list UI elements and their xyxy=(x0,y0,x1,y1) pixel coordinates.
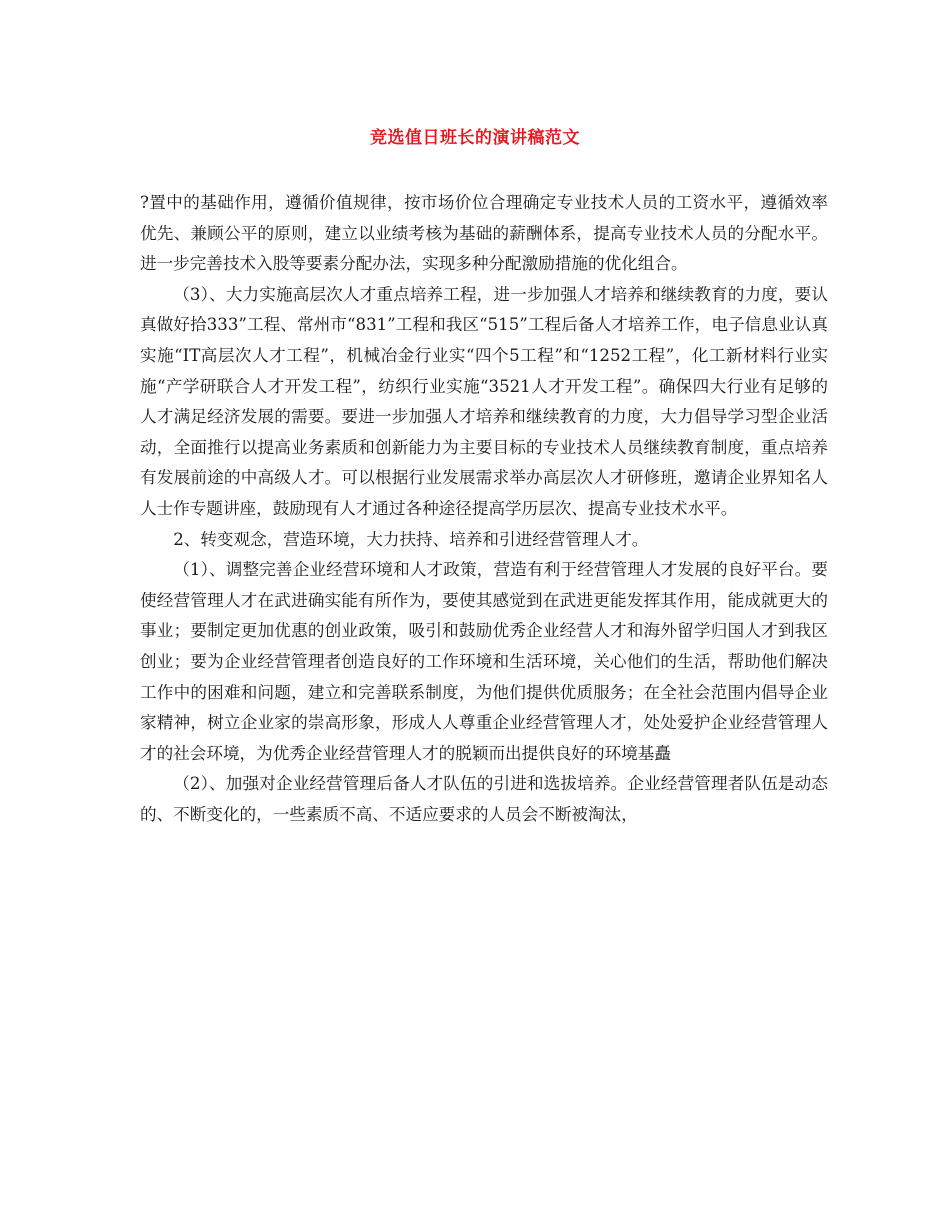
paragraph-item-3: （3）、大力实施高层次人才重点培养工程，进一步加强人才培养和继续教育的力度，要认真做好拾333”工程、常州市“831”工程和我区“515”工程后备人才培养工作，电子信息业认真实施“IT高层次人才工程”，机械冶金行业实“四个5工程”和“1252工程”，化工新材料行业实施“产学研联合人才开发工程”，纺织行业实施“3521人才开发工程”。确保四大行业有足够的人才满足经济发展的需要。要进一步加强人才培养和继续教育的力度，大力倡导学习型企业活动，全面推行以提高业务素质和创新能力为主要目标的专业技术人员继续教育制度，重点培养有发展前途的中高级人才。可以根据行业发展需求举办高层次人才研修班，邀请企业界知名人人士作专题讲座，鼓励现有人才通过各种途径提高学历层次、提高专业技术水平。 xyxy=(140,284,828,518)
document-title: 竞选值日班长的演讲稿范文 xyxy=(370,128,580,148)
paragraph-item-2: （2）、加强对企业经营管理后备人才队伍的引进和选拔培养。企业经营管理者队伍是动态的、不断变化的，一些素质不高、不适应要求的人员会不断被淘汰， xyxy=(140,774,828,824)
paragraph-continuation: ?置中的基础作用，遵循价值规律，按市场价位合理确定专业技术人员的工资水平，遵循效率优先、兼顾公平的原则，建立以业绩考核为基础的薪酬体系，提高专业技术人员的分配水平。进一步完善技术入股等要素分配办法，实现多种分配激励措施的优化组合。 xyxy=(140,193,828,274)
document-body xyxy=(140,188,828,830)
paragraph-section-2-heading: 2、转变观念，营造环境，大力扶持、培养和引进经营管理人才。 xyxy=(173,529,649,549)
paragraph-item-1: （1）、调整完善企业经营环境和人才政策，营造有利于经营管理人才发展的良好平台。要使经营管理人才在武进确实能有所作为，要使其感觉到在武进更能发挥其作用，能成就更大的事业；要制定更加优惠的创业政策，吸引和鼓励优秀企业经营人才和海外留学归国人才到我区创业；要为企业经营管理者创造良好的工作环境和生活环境，关心他们的生活，帮助他们解决工作中的困难和问题，建立和完善联系制度，为他们提供优质服务；在全社会范围内倡导企业家精神，树立企业家的崇高形象，形成人人尊重企业经营管理人才，处处爱护企业经营管理人才的社会环境，为优秀企业经营管理人才的脱颖而出提供良好的环境基矗 xyxy=(140,560,828,763)
